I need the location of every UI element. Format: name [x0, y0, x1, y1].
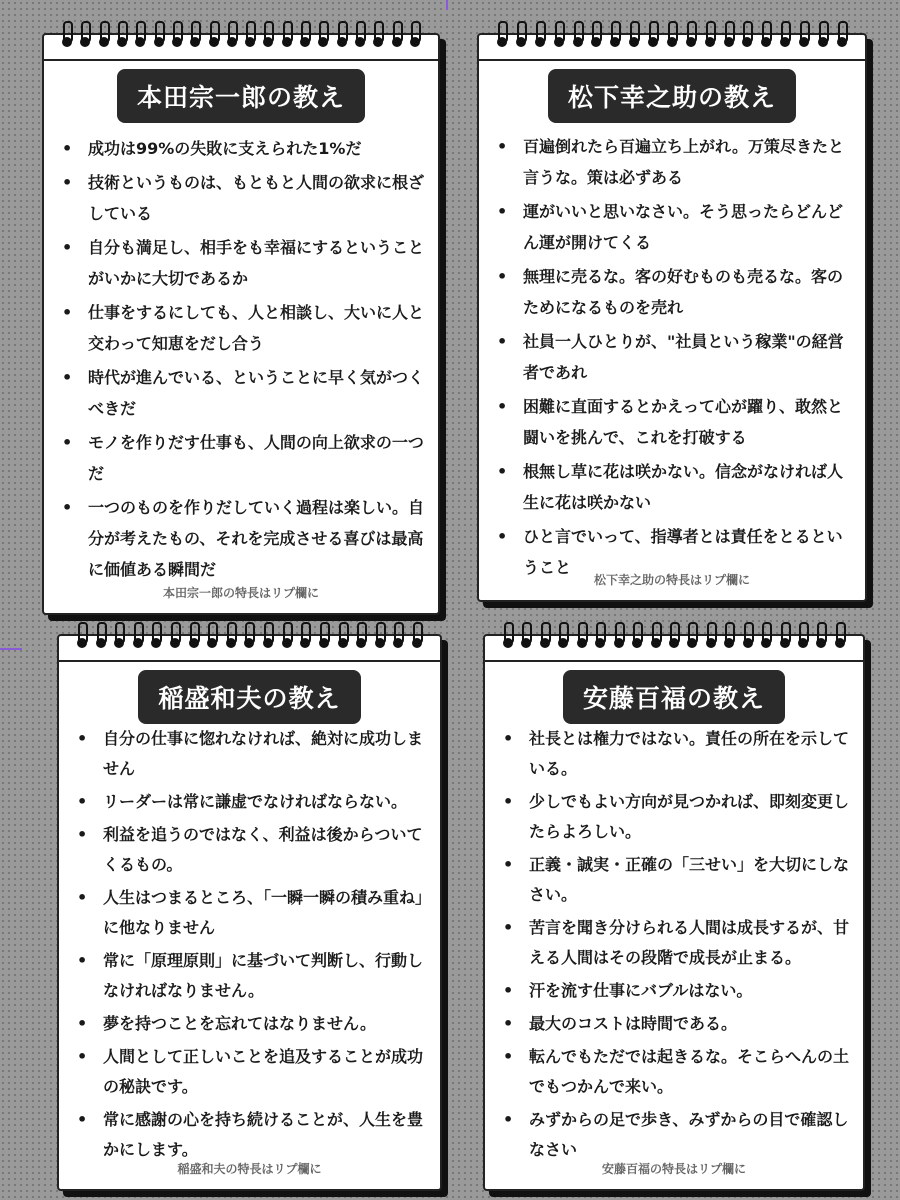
binder-ring-icon: [575, 622, 589, 652]
binder-ring-icon: [593, 622, 607, 652]
list-item: • 人生はつまるところ、「一瞬一瞬の積み重ね」に他なりません: [77, 883, 426, 943]
list-item: • 百遍倒れたら百遍立ち上がれ。万策尽きたと言うな。策は必ずある: [497, 131, 851, 193]
card-title: 安藤百福の教え: [563, 670, 785, 724]
binder-ring-icon: [514, 21, 528, 51]
binder-ring-icon: [612, 622, 626, 652]
binder-ring-icon: [242, 622, 256, 652]
binder-ring-icon: [316, 21, 330, 51]
binder-rings: [501, 622, 847, 652]
binder-ring-icon: [533, 21, 547, 51]
notebook-card-inamori: [57, 634, 442, 1191]
binder-ring-icon: [833, 622, 847, 652]
list-item: • 社長とは権力ではない。責任の所在を示している。: [503, 724, 849, 784]
binder-ring-icon: [170, 21, 184, 51]
teaching-list: [485, 724, 863, 1168]
list-item: • 転んでもただでは起きるな。そこらへんの土でもつかんで来い。: [503, 1042, 849, 1102]
binder-ring-icon: [391, 622, 405, 652]
list-item: • 社員一人ひとりが、"社員という稼業"の経営者であれ: [497, 326, 851, 388]
card-title: 本田宗一郎の教え: [117, 69, 365, 123]
notebook-card-ando: [483, 634, 865, 1191]
binder-ring-icon: [224, 622, 238, 652]
binder-ring-icon: [741, 622, 755, 652]
list-item: • 困難に直面するとかえって心が躍り、敢然と闘いを挑んで、これを打破する: [497, 391, 851, 453]
binder-rings: [495, 21, 849, 51]
list-item: • 技術というものは、もともと人間の欲求に根ざしている: [62, 167, 424, 229]
binder-ring-icon: [373, 622, 387, 652]
binder-ring-icon: [94, 622, 108, 652]
binder-ring-icon: [646, 21, 660, 51]
teaching-list: [59, 724, 440, 1168]
binder-ring-icon: [835, 21, 849, 51]
list-item: • みずからの足で歩き、みずからの目で確認しなさい: [503, 1105, 849, 1165]
binder-ring-icon: [354, 622, 368, 652]
list-item: • 無理に売るな。客の好むものも売るな。客のためになるものを売れ: [497, 261, 851, 323]
binder-rings: [60, 21, 422, 51]
list-item: • 少しでもよい方向が見つかれば、即刻変更したらよろしい。: [503, 787, 849, 847]
notebook-card-matsushita: [477, 33, 867, 602]
list-item: • 一つのものを作りだしていく過程は楽しい。自分が考えたもの、それを完成させる喜びは最高に価値ある瞬間だ: [62, 492, 424, 585]
binder-ring-icon: [538, 622, 552, 652]
binder-ring-icon: [60, 21, 74, 51]
list-item: • 仕事をするにしても、人と相談し、大いに人と交わって知恵をだし合う: [62, 297, 424, 359]
binder-ring-icon: [722, 21, 736, 51]
binder-ring-icon: [353, 21, 367, 51]
teaching-list: [44, 133, 438, 588]
binder-ring-icon: [225, 21, 239, 51]
binder-ring-icon: [410, 622, 424, 652]
binder-ring-icon: [115, 21, 129, 51]
list-item: • 正義・誠実・正確の「三せい」を大切にしなさい。: [503, 850, 849, 910]
binder-ring-icon: [630, 622, 644, 652]
binder-ring-icon: [261, 21, 275, 51]
binder-ring-icon: [519, 622, 533, 652]
list-item: • 時代が進んでいる、ということに早く気がつくべきだ: [62, 362, 424, 424]
binder-ring-icon: [317, 622, 331, 652]
binder-ring-icon: [280, 21, 294, 51]
binder-ring-icon: [667, 622, 681, 652]
decorative-edge: [446, 0, 448, 10]
binder-ring-icon: [796, 622, 810, 652]
ring-line: [485, 660, 863, 662]
binder-ring-icon: [168, 622, 182, 652]
binder-ring-icon: [608, 21, 622, 51]
list-item: • 最大のコストは時間である。: [503, 1009, 849, 1039]
binder-ring-icon: [75, 622, 89, 652]
binder-ring-icon: [571, 21, 585, 51]
binder-ring-icon: [778, 21, 792, 51]
binder-ring-icon: [556, 622, 570, 652]
binder-ring-icon: [97, 21, 111, 51]
list-item: • 苦言を聞き分けられる人間は成長するが、甘える人間はその段階で成長が止まる。: [503, 913, 849, 973]
binder-ring-icon: [649, 622, 663, 652]
list-item: • モノを作りだす仕事も、人間の向上欲求の一つだ: [62, 427, 424, 489]
list-item: • 利益を追うのではなく、利益は後からついてくるもの。: [77, 820, 426, 880]
list-item: • 運がいいと思いなさい。そう思ったらどんどん運が開けてくる: [497, 196, 851, 258]
binder-ring-icon: [390, 21, 404, 51]
binder-ring-icon: [408, 21, 422, 51]
binder-ring-icon: [298, 21, 312, 51]
list-item: • 汗を流す仕事にバブルはない。: [503, 976, 849, 1006]
binder-ring-icon: [188, 21, 202, 51]
notebook-card-honda: [42, 33, 440, 615]
binder-ring-icon: [133, 21, 147, 51]
binder-ring-icon: [759, 21, 773, 51]
binder-ring-icon: [131, 622, 145, 652]
binder-ring-icon: [187, 622, 201, 652]
binder-ring-icon: [501, 622, 515, 652]
binder-ring-icon: [112, 622, 126, 652]
list-item: • リーダーは常に謙虚でなければならない。: [77, 787, 426, 817]
binder-ring-icon: [759, 622, 773, 652]
binder-ring-icon: [298, 622, 312, 652]
binder-ring-icon: [665, 21, 679, 51]
binder-ring-icon: [740, 21, 754, 51]
binder-ring-icon: [336, 622, 350, 652]
decorative-edge: [0, 648, 22, 650]
card-footer: 安藤百福の特長はリプ欄に: [601, 1162, 746, 1176]
list-item: • 夢を持つことを忘れてはなりません。: [77, 1009, 426, 1039]
list-item: • 人間として正しいことを追及することが成功の秘訣です。: [77, 1042, 426, 1102]
binder-ring-icon: [205, 622, 219, 652]
list-item: • 自分の仕事に惚れなければ、絶対に成功しません: [77, 724, 426, 784]
binder-ring-icon: [280, 622, 294, 652]
binder-ring-icon: [685, 622, 699, 652]
ring-line: [59, 660, 440, 662]
binder-ring-icon: [816, 21, 830, 51]
binder-ring-icon: [243, 21, 257, 51]
ring-line: [44, 59, 438, 61]
list-item: • 自分も満足し、相手をも幸福にするということがいかに大切であるか: [62, 232, 424, 294]
list-item: • 常に感謝の心を持ち続けることが、人生を豊かにします。: [77, 1105, 426, 1165]
binder-ring-icon: [207, 21, 221, 51]
binder-ring-icon: [371, 21, 385, 51]
binder-ring-icon: [552, 21, 566, 51]
binder-ring-icon: [149, 622, 163, 652]
binder-ring-icon: [704, 622, 718, 652]
binder-ring-icon: [797, 21, 811, 51]
card-footer: 稲盛和夫の特長はリプ欄に: [177, 1162, 322, 1176]
ring-line: [479, 59, 865, 61]
card-title: 松下幸之助の教え: [548, 69, 796, 123]
binder-ring-icon: [627, 21, 641, 51]
binder-ring-icon: [589, 21, 603, 51]
card-footer: 本田宗一郎の特長はリプ欄に: [162, 586, 319, 600]
list-item: • 常に「原理原則」に基づいて判断し、行動しなければなりません。: [77, 946, 426, 1006]
list-item: • 成功は99%の失敗に支えられた1%だ: [62, 133, 424, 164]
teaching-list: [479, 131, 865, 586]
list-item: • 根無し草に花は咲かない。信念がなければ人生に花は咲かない: [497, 456, 851, 518]
list-item: • ひと言でいって、指導者とは責任をとるということ: [497, 521, 851, 583]
card-title: 稲盛和夫の教え: [138, 670, 360, 724]
binder-ring-icon: [722, 622, 736, 652]
binder-ring-icon: [495, 21, 509, 51]
binder-ring-icon: [261, 622, 275, 652]
binder-ring-icon: [703, 21, 717, 51]
card-footer: 松下幸之助の特長はリプ欄に: [593, 573, 750, 587]
binder-rings: [75, 622, 424, 652]
binder-ring-icon: [778, 622, 792, 652]
binder-ring-icon: [78, 21, 92, 51]
binder-ring-icon: [814, 622, 828, 652]
binder-ring-icon: [335, 21, 349, 51]
binder-ring-icon: [684, 21, 698, 51]
binder-ring-icon: [152, 21, 166, 51]
